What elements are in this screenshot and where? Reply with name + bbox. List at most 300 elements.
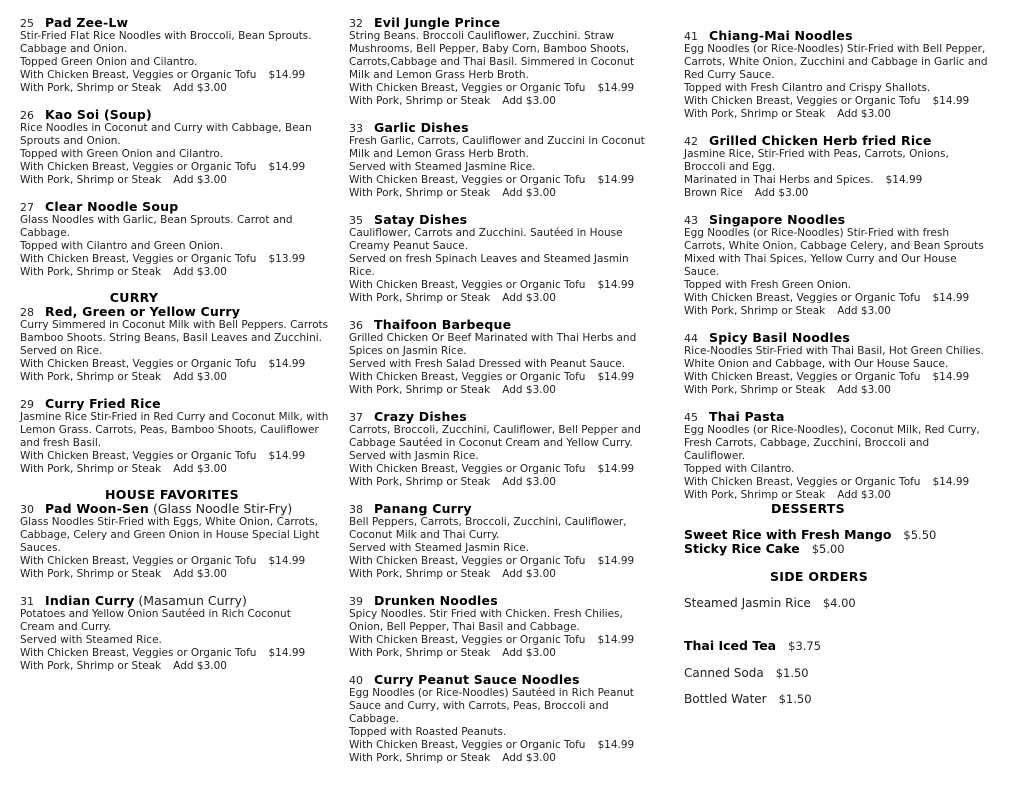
item-desc-line [349,476,671,489]
item-desc-text: Milk and Lemon Grass Herb Broth. [349,148,529,160]
item-desc-line [684,266,1014,279]
item-price: Add $3.00 [502,384,556,396]
item-desc-line [20,608,342,621]
priced-item-name: Sweet Rice with Fresh Mango [684,527,892,542]
item-desc-text: Spicy Noodles. Stir Fried with Chicken. Fresh Chilies, [349,608,623,620]
item-desc-text: Fresh Garlic, Carrots, Cauliflower and Zuccini in Coconut [349,135,645,147]
menu-item-31 [20,593,342,673]
item-price: $14.99 [268,161,306,173]
item-number: 37 [349,411,363,424]
item-desc-line [684,292,1014,305]
item-desc-text: Glass Noodles with Garlic, Bean Sprouts. Carrot and [20,214,293,226]
item-number: 38 [349,503,363,516]
item-desc-text: Cabbage Sautéed in Coconut Cream and Yellow Curry. [349,437,633,449]
item-title [684,133,1014,148]
item-title [20,199,342,214]
menu-item-45 [684,409,1014,502]
item-price: $14.99 [268,69,306,81]
menu-item-37 [349,409,671,489]
item-desc-line [349,437,671,450]
item-price: $14.99 [885,174,923,186]
item-desc-line [684,227,1014,240]
item-desc-line [20,82,342,95]
item-desc-line [349,56,671,69]
item-desc-text: Served with Steamed Jasmin Rice. [349,542,530,554]
item-desc-line [684,187,1014,200]
item-desc-text: Served with Fresh Salad Dressed with Peanut Sauce. [349,358,626,370]
item-price: Add $3.00 [502,647,556,659]
item-desc-line [20,266,342,279]
priced-item-sticky-rice-cake [684,542,1014,556]
item-number: 44 [684,332,698,345]
item-desc-line [684,305,1014,318]
item-price: Add $3.00 [502,752,556,764]
item-desc-text: Cabbage, Celery and Green Onion in House Special Light [20,529,320,541]
item-name: Singapore Noodles [709,212,846,227]
item-desc-text: Served on Rice. [20,345,103,357]
item-number: 25 [20,17,34,30]
item-desc-line [349,332,671,345]
item-desc-text: Cabbage and Onion. [20,43,128,55]
item-desc-line [20,463,342,476]
item-desc-line [349,279,671,292]
item-desc-text: Egg Noodles (or Rice-Noodles) Sautéed in Rich Peanut [349,687,634,699]
priced-item-canned-soda [684,667,1014,680]
menu-item-26 [20,107,342,187]
item-desc-line [20,516,342,529]
item-number: 26 [20,109,34,122]
item-price: $14.99 [597,634,635,646]
item-desc-line [20,43,342,56]
item-title [349,672,671,687]
item-price: Add $3.00 [173,266,227,278]
item-desc-line [684,384,1014,397]
item-price: Add $3.00 [173,660,227,672]
item-desc-line [20,647,342,660]
item-desc-line [349,700,671,713]
item-desc-text: Served with Steamed Jasmine Rice. [349,161,536,173]
item-name: Satay Dishes [374,212,468,227]
item-number: 41 [684,30,698,43]
item-name: Pad Woon-Sen [45,501,149,516]
item-desc-text: With Pork, Shrimp or Steak [349,384,491,396]
item-desc-text: With Pork, Shrimp or Steak [20,568,162,580]
item-name: Panang Curry [374,501,472,516]
priced-item-price: $3.75 [788,639,822,653]
item-desc-text: With Pork, Shrimp or Steak [20,371,162,383]
item-desc-line [684,358,1014,371]
item-desc-text: Topped with Fresh Cilantro and Crispy Shallots. [684,82,931,94]
item-desc-text: Creamy Peanut Sauce. [349,240,469,252]
item-desc-line [349,253,671,266]
menu-column-2 [349,15,671,777]
item-name: Red, Green or Yellow Curry [45,304,241,319]
item-desc-line [684,174,1014,187]
item-desc-line [20,437,342,450]
item-desc-line [349,424,671,437]
item-desc-text: With Pork, Shrimp or Steak [349,568,491,580]
priced-item-name: Thai Iced Tea [684,638,777,653]
item-name: Chiang-Mai Noodles [709,28,853,43]
item-desc-text: Red Curry Sauce. [684,69,775,81]
item-number: 45 [684,411,698,424]
item-desc-text: Served with Steamed Rice. [20,634,162,646]
item-name: Thaifoon Barbeque [374,317,512,332]
item-name: Curry Fried Rice [45,396,161,411]
item-name: Crazy Dishes [374,409,467,424]
item-desc-line [349,752,671,765]
item-title [684,212,1014,227]
item-desc-text: Marinated in Thai Herbs and Spices. [684,174,874,186]
item-desc-text: Rice. [349,266,375,278]
item-price: Add $3.00 [173,371,227,383]
item-desc-text: Mixed with Thai Spices, Yellow Curry and Our House [684,253,957,265]
item-desc-text: Cabbage. [20,227,70,239]
menu-item-40 [349,672,671,765]
item-desc-text: White Onion and Cabbage, with Our House Sauce. [684,358,949,370]
item-price: $14.99 [932,95,970,107]
item-desc-text: With Chicken Breast, Veggies or Organic Tofu [20,450,257,462]
item-desc-line [20,240,342,253]
item-price: Add $3.00 [173,174,227,186]
item-desc-line [349,187,671,200]
item-desc-text: Coconut Milk and Thai Curry. [349,529,500,541]
item-title [684,28,1014,43]
item-desc-text: Carrots,Cabbage and Thai Basil. Simmered in Coconut [349,56,635,68]
item-desc-line [20,174,342,187]
item-desc-line [20,358,342,371]
item-desc-line [349,726,671,739]
item-price: Add $3.00 [754,187,809,199]
item-name: Drunken Noodles [374,593,498,608]
priced-item-name: Bottled Water [684,692,767,706]
item-desc-text: Cauliflower, Carrots and Zucchini. Sautéed in House [349,227,623,239]
priced-item-price: $5.00 [811,542,845,556]
item-title [20,107,342,122]
item-price: Add $3.00 [502,187,556,199]
item-desc-line [684,148,1014,161]
item-desc-line [684,371,1014,384]
item-desc-text: Cauliflower. [684,450,746,462]
item-name: Pad Zee-Lw [45,15,129,30]
item-desc-text: Jasmine Rice, Stir-Fried with Peas, Carrots, Onions, [684,148,949,160]
item-desc-text: Milk and Lemon Grass Herb Broth. [349,69,529,81]
item-desc-text: With Pork, Shrimp or Steak [349,752,491,764]
menu-item-27 [20,199,342,279]
item-price: Add $3.00 [173,568,227,580]
item-title [349,593,671,608]
item-desc-line [20,161,342,174]
item-desc-line [349,292,671,305]
item-desc-line [684,450,1014,463]
item-name: Thai Pasta [709,409,785,424]
item-desc-text: With Pork, Shrimp or Steak [684,489,826,501]
item-number: 33 [349,122,363,135]
item-desc-text: Carrots, White Onion, Cabbage Celery, and Bean Sprouts [684,240,984,252]
item-desc-line [349,608,671,621]
item-price: Add $3.00 [502,292,556,304]
menu-item-25 [20,15,342,95]
item-price: Add $3.00 [173,463,227,475]
item-desc-text: With Chicken Breast, Veggies or Organic Tofu [349,279,586,291]
item-desc-text: Sauce. [684,266,720,278]
item-desc-line [20,345,342,358]
item-desc-text: With Pork, Shrimp or Steak [20,463,162,475]
item-desc-line [20,148,342,161]
item-desc-line [349,240,671,253]
item-price: $14.99 [597,371,635,383]
item-title [684,409,1014,424]
item-desc-line [20,371,342,384]
item-desc-line [20,319,342,332]
item-desc-text: Topped with Cilantro and Green Onion. [20,240,224,252]
item-number: 40 [349,674,363,687]
item-desc-line [684,82,1014,95]
item-desc-text: Onion, Bell Pepper, Thai Basil and Cabbage. [349,621,580,633]
item-desc-text: With Chicken Breast, Veggies or Organic Tofu [684,95,921,107]
item-desc-line [349,69,671,82]
item-desc-line [20,450,342,463]
item-desc-text: Mushrooms, Bell Pepper, Baby Corn, Bamboo Shoots, [349,43,630,55]
item-number: 28 [20,306,34,319]
item-desc-text: Cream and Curry. [20,621,112,633]
item-name: Grilled Chicken Herb fried Rice [709,133,932,148]
item-title [349,15,671,30]
item-desc-line [20,621,342,634]
item-desc-text: With Pork, Shrimp or Steak [349,95,491,107]
item-desc-line [349,358,671,371]
item-desc-text: Fresh Carrots, Cabbage, Zucchini, Broccoli and [684,437,930,449]
item-desc-line [349,135,671,148]
item-desc-text: Brown Rice [684,187,743,199]
priced-item-bottled-water [684,693,1014,706]
item-name: Garlic Dishes [374,120,469,135]
item-desc-text: Served with Jasmin Rice. [349,450,479,462]
item-price: Add $3.00 [837,108,891,120]
item-desc-line [349,450,671,463]
item-desc-line [349,555,671,568]
item-desc-text: Sauce and Curry, with Carrots, Peas, Broccoli and [349,700,609,712]
item-desc-text: With Chicken Breast, Veggies or Organic Tofu [349,174,586,186]
item-desc-text: With Pork, Shrimp or Steak [349,476,491,488]
item-desc-text: With Chicken Breast, Veggies or Organic Tofu [20,358,257,370]
item-title [20,501,342,516]
item-title [349,120,671,135]
item-desc-line [20,122,342,135]
item-desc-text: Stir-Fried Flat Rice Noodles with Broccoli, Bean Sprouts. [20,30,312,42]
item-desc-text: With Pork, Shrimp or Steak [684,384,826,396]
menu-item-32 [349,15,671,108]
item-title [684,330,1014,345]
item-price: $14.99 [597,174,635,186]
item-desc-line [349,82,671,95]
item-desc-text: Rice-Noodles Stir-Fried with Thai Basil, Hot Green Chilies. [684,345,984,357]
item-desc-text: Egg Noodles (or Rice-Noodles) Stir-Fried with fresh [684,227,950,239]
item-title [20,396,342,411]
item-desc-text: Topped with Roasted Peanuts. [349,726,507,738]
item-title [349,212,671,227]
menu-item-35 [349,212,671,305]
item-desc-line [349,568,671,581]
item-desc-line [684,108,1014,121]
item-desc-line [20,411,342,424]
item-desc-line [20,529,342,542]
item-desc-line [349,371,671,384]
item-desc-line [684,56,1014,69]
item-price: $14.99 [268,358,306,370]
item-desc-text: Topped Green Onion and Cilantro. [20,56,198,68]
item-desc-line [684,253,1014,266]
item-desc-line [684,43,1014,56]
item-name: Curry Peanut Sauce Noodles [374,672,580,687]
item-desc-text: With Pork, Shrimp or Steak [20,266,162,278]
item-name: Spicy Basil Noodles [709,330,851,345]
item-desc-line [349,30,671,43]
item-desc-line [684,463,1014,476]
item-desc-text: With Chicken Breast, Veggies or Organic Tofu [20,555,257,567]
item-price: $13.99 [268,253,306,265]
item-price: $14.99 [597,463,635,475]
item-price: $14.99 [597,279,635,291]
item-desc-text: Egg Noodles (or Rice-Noodles) Stir-Fried with Bell Pepper, [684,43,986,55]
item-desc-text: Topped with Fresh Green Onion. [684,279,852,291]
item-desc-line [349,647,671,660]
item-desc-line [349,161,671,174]
item-desc-line [349,529,671,542]
item-number: 31 [20,595,34,608]
item-desc-text: String Beans. Broccoli Cauliflower, Zucchini. Straw [349,30,615,42]
item-number: 42 [684,135,698,148]
item-price: Add $3.00 [502,476,556,488]
item-number: 27 [20,201,34,214]
item-price: $14.99 [932,371,970,383]
item-desc-line [349,148,671,161]
item-desc-text: With Chicken Breast, Veggies or Organic Tofu [684,292,921,304]
item-desc-text: With Chicken Breast, Veggies or Organic Tofu [349,555,586,567]
item-desc-text: With Pork, Shrimp or Steak [349,292,491,304]
item-desc-line [349,687,671,700]
item-desc-text: With Pork, Shrimp or Steak [684,108,826,120]
item-desc-text: Curry Simmered in Coconut Milk with Bell Peppers. Carrots [20,319,329,331]
item-desc-text: Cabbage. [349,713,399,725]
item-price: $14.99 [268,647,306,659]
item-desc-line [684,95,1014,108]
item-name-suffix: (Masamun Curry) [138,593,247,608]
item-desc-text: Egg Noodles (or Rice-Noodles), Coconut Milk, Red Curry, [684,424,980,436]
item-desc-text: and fresh Basil. [20,437,102,449]
item-desc-line [684,489,1014,502]
item-desc-line [20,634,342,647]
item-desc-text: With Chicken Breast, Veggies or Organic Tofu [20,647,257,659]
item-desc-text: With Pork, Shrimp or Steak [349,647,491,659]
item-desc-text: With Chicken Breast, Veggies or Organic Tofu [349,371,586,383]
item-desc-text: With Pork, Shrimp or Steak [349,187,491,199]
item-desc-line [20,568,342,581]
item-desc-text: With Chicken Breast, Veggies or Organic Tofu [349,463,586,475]
item-desc-text: Topped with Cilantro. [684,463,795,475]
item-desc-text: With Pork, Shrimp or Steak [684,305,826,317]
menu-item-43 [684,212,1014,318]
item-desc-text: With Chicken Breast, Veggies or Organic Tofu [349,82,586,94]
priced-item-sweet-rice-with-fresh-mango [684,528,1014,542]
item-desc-text: With Chicken Breast, Veggies or Organic Tofu [684,476,921,488]
item-desc-line [684,69,1014,82]
priced-item-price: $1.50 [778,692,812,706]
item-price: Add $3.00 [502,568,556,580]
menu-item-39 [349,593,671,660]
item-desc-line [20,56,342,69]
item-desc-line [349,542,671,555]
item-desc-line [20,660,342,673]
item-desc-text: Carrots, Broccoli, Zucchini, Cauliflower, Bell Pepper and [349,424,641,436]
item-name-suffix: (Glass Noodle Stir-Fry) [152,501,293,516]
section-header-house-favorites: HOUSE FAVORITES [105,487,239,502]
menu-item-30 [20,501,342,581]
item-desc-text: Glass Noodles Stir-Fried with Eggs, White Onion, Carrots, [20,516,318,528]
item-title [349,409,671,424]
item-desc-text: Jasmine Rice Stir-Fried in Red Curry and Coconut Milk, with [20,411,329,423]
item-name: Indian Curry [45,593,135,608]
item-number: 36 [349,319,363,332]
item-desc-line [20,542,342,555]
priced-item-name: Canned Soda [684,666,764,680]
item-desc-line [349,43,671,56]
priced-item-price: $4.00 [822,596,856,610]
item-desc-line [349,384,671,397]
item-name: Kao Soi (Soup) [45,107,152,122]
item-desc-text: With Chicken Breast, Veggies or Organic Tofu [349,739,586,751]
item-price: $14.99 [268,555,306,567]
item-desc-text: Potatoes and Yellow Onion Sautéed in Rich Coconut [20,608,291,620]
menu-column-1 [20,15,342,685]
item-desc-text: Rice Noodles in Coconut and Curry with Cabbage, Bean [20,122,312,134]
item-desc-line [349,713,671,726]
item-price: $14.99 [597,82,635,94]
item-desc-text: With Pork, Shrimp or Steak [20,174,162,186]
item-desc-line [349,174,671,187]
priced-item-thai-iced-tea [684,639,1014,653]
item-number: 43 [684,214,698,227]
item-desc-line [684,240,1014,253]
item-desc-line [20,69,342,82]
item-desc-text: With Chicken Breast, Veggies or Organic Tofu [20,253,257,265]
item-price: Add $3.00 [837,489,891,501]
item-desc-line [684,345,1014,358]
item-desc-text: Topped with Green Onion and Cilantro. [20,148,223,160]
menu-item-29 [20,396,342,476]
item-desc-text: Sprouts and Onion. [20,135,121,147]
item-price: $14.99 [932,476,970,488]
item-desc-line [684,279,1014,292]
item-desc-line [20,253,342,266]
item-desc-line [684,437,1014,450]
item-desc-line [20,135,342,148]
section-header-desserts: DESSERTS [771,501,845,516]
priced-item-steamed-jasmin-rice [684,597,1014,610]
item-price: $14.99 [597,739,635,751]
item-desc-text: Bell Peppers, Carrots, Broccoli, Zucchini, Cauliflower, [349,516,627,528]
item-desc-line [349,463,671,476]
item-name: Clear Noodle Soup [45,199,179,214]
item-name: Evil Jungle Prince [374,15,501,30]
item-title [20,593,342,608]
item-desc-text: With Pork, Shrimp or Steak [20,82,162,94]
item-desc-line [349,634,671,647]
item-desc-line [20,555,342,568]
item-desc-line [20,424,342,437]
item-price: Add $3.00 [837,305,891,317]
item-price: $14.99 [932,292,970,304]
